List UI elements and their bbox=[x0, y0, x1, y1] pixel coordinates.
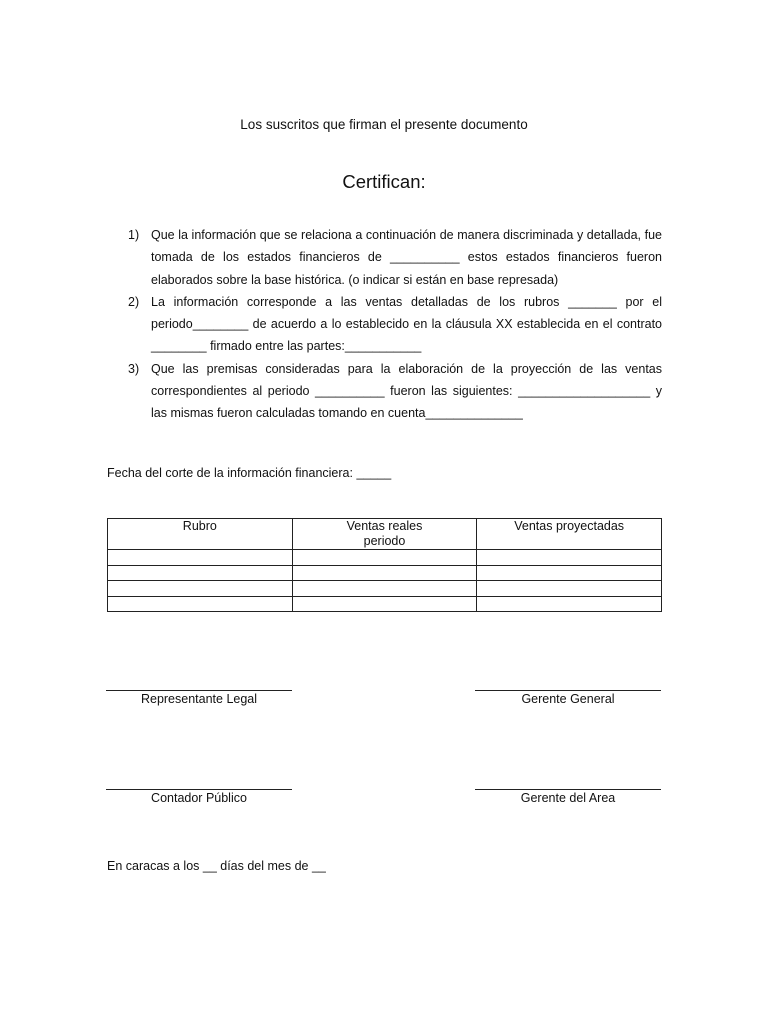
list-item bbox=[107, 291, 662, 358]
table-cell[interactable] bbox=[108, 565, 293, 581]
document-heading: Certifican: bbox=[342, 171, 426, 192]
fecha-corte-text: Fecha del corte de la información financiera: _____ bbox=[107, 466, 392, 480]
table-row bbox=[108, 550, 662, 566]
signature-contador bbox=[106, 789, 292, 805]
list-item-number: 1) bbox=[128, 228, 140, 242]
table-cell[interactable] bbox=[108, 596, 293, 612]
table-cell[interactable] bbox=[477, 550, 662, 566]
intro-text: Los suscritos que firman el presente documento bbox=[240, 117, 528, 132]
table-header-ventas-proyectadas: Ventas proyectadas bbox=[477, 519, 662, 550]
signature-line bbox=[475, 690, 661, 691]
signature-line bbox=[475, 789, 661, 790]
table-cell[interactable] bbox=[292, 565, 477, 581]
closing-text: En caracas a los __ días del mes de __ bbox=[107, 859, 326, 873]
table-cell[interactable] bbox=[477, 565, 662, 581]
signature-representante bbox=[106, 690, 292, 706]
list-item-text: Que la información que se relaciona a continuación de manera discriminada y detallada, fue tomada de los estados financieros de __________ estos estados financieros fueron elaborados sobre la base histórica. (o indicar si están en base represada) bbox=[151, 228, 662, 287]
signature-line bbox=[106, 690, 292, 691]
signature-gerente-area bbox=[475, 789, 661, 805]
list-item-number: 3) bbox=[128, 361, 140, 376]
table-header-ventas-reales: Ventas reales periodo bbox=[292, 519, 477, 550]
signature-gerente-general bbox=[475, 690, 661, 706]
list-item-text: Que las premisas consideradas para la elaboración de la proyección de las ventas correspondientes al periodo __________ fueron las siguientes: ___________________ y las mismas fueron calculadas tomando en cuenta______________ bbox=[151, 361, 662, 421]
signature-label: Representante Legal bbox=[140, 692, 258, 706]
list-item-number: 2) bbox=[128, 294, 140, 309]
table-cell[interactable] bbox=[292, 596, 477, 612]
list-item bbox=[107, 358, 662, 425]
table-cell[interactable] bbox=[292, 550, 477, 566]
table-cell[interactable] bbox=[292, 581, 477, 597]
table-cell[interactable] bbox=[108, 550, 293, 566]
table-row bbox=[108, 581, 662, 597]
table-header-row bbox=[108, 519, 662, 550]
table-cell[interactable] bbox=[477, 581, 662, 597]
table-header-rubro: Rubro bbox=[108, 519, 293, 550]
table-row bbox=[108, 565, 662, 581]
signature-label: Gerente General bbox=[521, 692, 615, 706]
table-cell[interactable] bbox=[477, 596, 662, 612]
certification-list bbox=[107, 224, 662, 425]
signature-label: Contador Público bbox=[151, 791, 247, 805]
table-cell[interactable] bbox=[108, 581, 293, 597]
signature-line bbox=[106, 789, 292, 790]
list-item bbox=[107, 224, 662, 291]
table-row bbox=[108, 596, 662, 612]
signature-label: Gerente del Area bbox=[520, 791, 616, 805]
list-item-text: La información corresponde a las ventas detalladas de los rubros _______ por el periodo________ de acuerdo a lo establecido en la cláusula XX establecida en el contrato ________ firmado entre las partes:___________ bbox=[151, 294, 662, 354]
rubros-table bbox=[107, 518, 662, 612]
